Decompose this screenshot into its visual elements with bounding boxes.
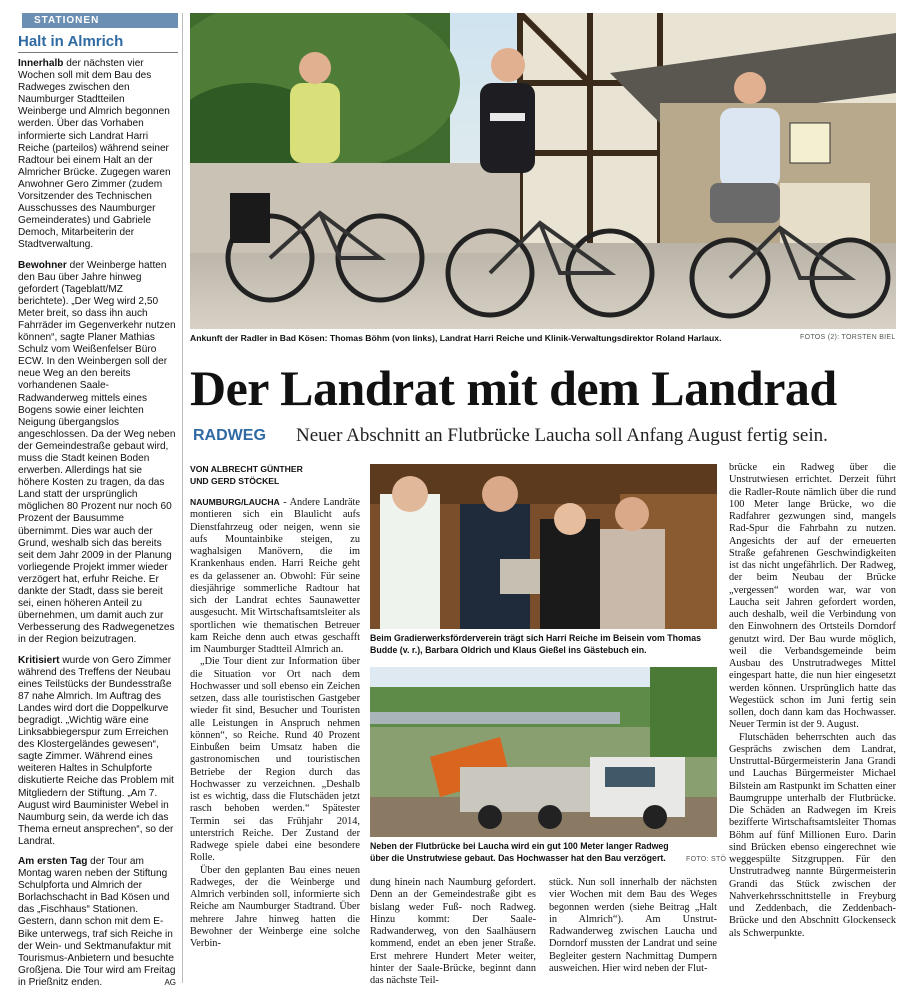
column-divider — [182, 13, 183, 983]
photo-cyclists — [190, 13, 896, 329]
byline: VON ALBRECHT GÜNTHER UND GERD STÖCKEL — [190, 464, 303, 486]
article-paragraph: NAUMBURG/LAUCHA - Andere Landräte montieren sich ein Blaulicht aufs Dienstfahrzeug oder neigen, wenn sie aufs Mountainbike steigen, zu waghalsigen Manövern, die im Krankenhaus enden. Harri Reiche geht es da gelassener an. Obwohl: Für seine diesjährige sommerliche Radtour hat sich der Landrat echtes Saunawetter ausgesucht. Mit Wirtschaftsamtsleiter als sportlichen wie thematischen Betreuer kam Reiche denn auch etwas geschafft im Naumburger Stadtteil Almrich an. — [190, 497, 360, 655]
article-paragraph: Über den geplanten Bau eines neuen Radweges, der die Weinberge und Almrich verbinden soll, informierte sich Reiche am Naumburger Stadtrand. Über mehrere Jahre hinweg hatten die Bewohner der Weinberge eine solche Verbin- — [190, 864, 360, 949]
photo-credit: FOTOS (2): TORSTEN BIEL — [800, 334, 896, 341]
photo-construction — [370, 667, 717, 837]
dateline: NAUMBURG/LAUCHA — [190, 497, 280, 507]
photo-guestbook — [370, 464, 717, 629]
article-paragraph: brücke ein Radweg über die Unstrutwiesen errichtet. Derzeit führt die Radler-Route nämlich über die rund 100 Meter lange Brücke, wo die Radfahrer gezwungen sind, mangels Rad-Spur die Fahrbahn zu nutzen. Angesichts der auf der erneuerten Straße gefahrenen Geschwindigkeiten ist das nicht ungefährlich. Der Radweg, der beim Neubau der Brücke „vergessen“ worden war, war von Laucha seit Jahren gefordert worden, auch deshalb, weil die Verbindung von den Einwohnern des Ortsteils Dorndorf genutzt wird. Der Bau wurde möglich, weil die Verbandsgemeinde beim Ausbau des Unstrutradweges Mittel eingespart hatte, die nun hier eingesetzt werden können. Ursprünglich hatte das Wegestück schon im Juni fertig sein sollen, doch dann kam das Hochwasser. Neuer Termin ist der 9. August. — [729, 462, 896, 731]
article-column-3 — [549, 877, 717, 975]
article-column-1 — [190, 496, 360, 950]
article-paragraph: „Die Tour dient zur Information über die Situation vor Ort nach dem Hochwasser und soll ebenso ein Zeichen setzen, dass alle touristischen Gastgeber wieder fit sind, Besucher und Touristen alle Leistungen in Anspruch nehmen können“, so Reiche. Rund 40 Prozent Einbußen beim Umsatz haben die gastronomischen und touristischen Betriebe der Region durch das Hochwasser zu verzeichnen. „Deshalb ist es wichtig, dass die Flutschäden jetzt rasch behoben werden.“ Spätester Termin sei das Frühjahr 2014, unterstrich Reiche. Der Zustand der Radwege spiele dabei eine besondere Rolle. — [190, 656, 360, 864]
headline: Der Landrat mit dem Landrad — [190, 360, 837, 416]
photo-credit: FOTO: STÖ — [686, 856, 727, 863]
sidebar-paragraph: Am ersten Tag der Tour am Montag waren neben der Stiftung Schulpforta und Almrich der Borlachschacht in Bad Kösen und das „Fischhaus“ Stationen. Gestern, dann schon mit dem E-Bike unterwegs, traf sich Reiche in der Wein- und Sektmanufaktur mit Tourismus-Anbietern und besuchte Großjena. Die Tour wird am Freitag in Prießnitz enden. AG — [18, 856, 176, 988]
sidebar-paragraph: Kritisiert wurde von Gero Zimmer während des Treffens der Neubau eines Teilstücks der Bundesstraße 87 nahe Almrich. Im Auftrag des Landes wird dort die Doppelkurve begradigt. „Wichtig wäre eine Linksabbiegerspur zum Erreichen des Klostergeländes gewesen“, sagte Zimmer. Während eines weiteren Haltes in Schulpforte diskutierte Reiche das Problem mit Mitgliedern der Stiftung. „Am 7. August wird Bauminister Webel in Naumburg sein, da werde ich das Thema erneut ansprechen“, so der Landrat. — [18, 654, 174, 847]
sidebar-body — [18, 58, 176, 997]
sidebar-paragraph: Innerhalb der nächsten vier Wochen soll mit dem Bau des Radweges zwischen den Naumburger Stadtteilen Weinberge und Almrich begonnen werden. Über das Vorhaben informierte sich Landrat Harri Reiche (parteilos) während seiner Radtour bei einem Halt an der Almricher Brücke. Zugegen waren Anwohner Gero Zimmer (zudem Vorsitzender des Technischen Ausschusses des Naumburger Gemeinderates) und Gabriele Democh, Mitarbeiterin der Stadtverwaltung. — [18, 58, 171, 251]
kicker: RADWEG — [193, 427, 266, 444]
article-column-2 — [370, 877, 536, 987]
article-paragraph: Flutschäden beherrschten auch das Gesprächs zwischen dem Landrat, Unstruttal-Bürgermeisterin Jana Grandi und Lauchas Bürgermeister Michael Bilstein am Rastpunkt im Schatten einer Baumgruppe unterhalb der Flutbrücke. Die Schäden an Radwegen im Kreis bezifferte Wirtschaftsamtsleiter Thomas Böhm auf fünf Millionen Euro. Darin sind Brücken ebenso eingerechnet wie weggespülte Sitzgruppen. Für den Unstrutradweg nannte Bürgermeisterin Grandi das Stück zwischen der Nahverkehrsschnittstelle in Freyburg und Zeddenbach, die Zeddenbach-Brücke und den Abschnitt Glockenseck als Schwerpunkte. — [729, 731, 896, 939]
article-paragraph: dung hinein nach Naumburg gefordert. Denn an der Gemeindestraße gibt es bislang weder Fuß- noch Radweg. Hinzu kommt: Der Saale-Radwanderweg, von den Saalhäusern kommend, endet an eben jener Straße. Erst mehrere Hundert Meter weiter, hinter der Saale-Brücke, beginnt dann das nächste Teil- — [370, 877, 536, 986]
photo-caption: Neben der Flutbrücke bei Laucha wird ein gut 100 Meter langer Radweg über die Unstrutwiese gebaut. Das Hochwasser hat den Bau verzögert. — [370, 841, 669, 863]
article-paragraph: stück. Nun soll innerhalb der nächsten vier Wochen mit dem Bau des Weges begonnen werden (siehe Beitrag „Halt in Almrich“). Am Unstrut-Radwanderweg zwischen Laucha und Dorndorf mussten der Landrat und seine Begleiter gestern Nachmittag Dumpern ausweichen. Hier wird neben der Flut- — [549, 877, 717, 974]
photo-caption: Ankunft der Radler in Bad Kösen: Thomas Böhm (von links), Landrat Harri Reiche und Klinik-Verwaltungsdirektor Roland Harlaux. — [190, 333, 722, 343]
article-column-4 — [729, 462, 896, 940]
divider — [18, 52, 178, 53]
sidebar-paragraph: Bewohner der Weinberge hatten den Bau über Jahre hinweg gefordert (Tageblatt/MZ berichtete). „Der Weg wird 2,50 Meter breit, so dass ihn auch Fahrräder im Gegenverkehr nutzen können“, sagte Planer Mathias Schulz vom Weißenfelser Büro ECW. In den Weinbergen soll der neue Weg an den bereits vorhandenen Saale-Radwanderweg mittels eines Bogens sowie einer leichten Neigung übergangslos angeschlossen. Da der Weg neben der Gemeindestraße gebaut wird, muss die Stadt keinen Boden erwerben. Allerdings hat sie höhere Kosten zu tragen, da das Land statt der ursprünglich möglichen 80 Prozent nur noch 60 Prozent der Bausumme übernimmt. Dies war auch der Grund, weshalb sich das bereits seit dem Jahr 2009 in der Planung vorliegende Projekt immer wieder verzögert hat, erfuhr Reiche. Er dankte der Stadt, dass sie bereit sei, einen höheren Anteil zu übernehmen, um damit auch zur Verbesserung des Radwegenetzes in der Region beizutragen. — [18, 259, 176, 646]
subheadline: Neuer Abschnitt an Flutbrücke Laucha soll Anfang August fertig sein. — [296, 425, 828, 446]
sidebar-title: Halt in Almrich — [18, 33, 124, 50]
author-signature: AG — [164, 977, 176, 987]
photo-caption: Beim Gradierwerksförderverein trägt sich Harri Reiche im Beisein vom Thomas Budde (v. r.), Barbara Oldrich und Klaus Gießel ins Gästebuch ein. — [370, 633, 701, 655]
section-tag: STATIONEN — [22, 13, 178, 28]
